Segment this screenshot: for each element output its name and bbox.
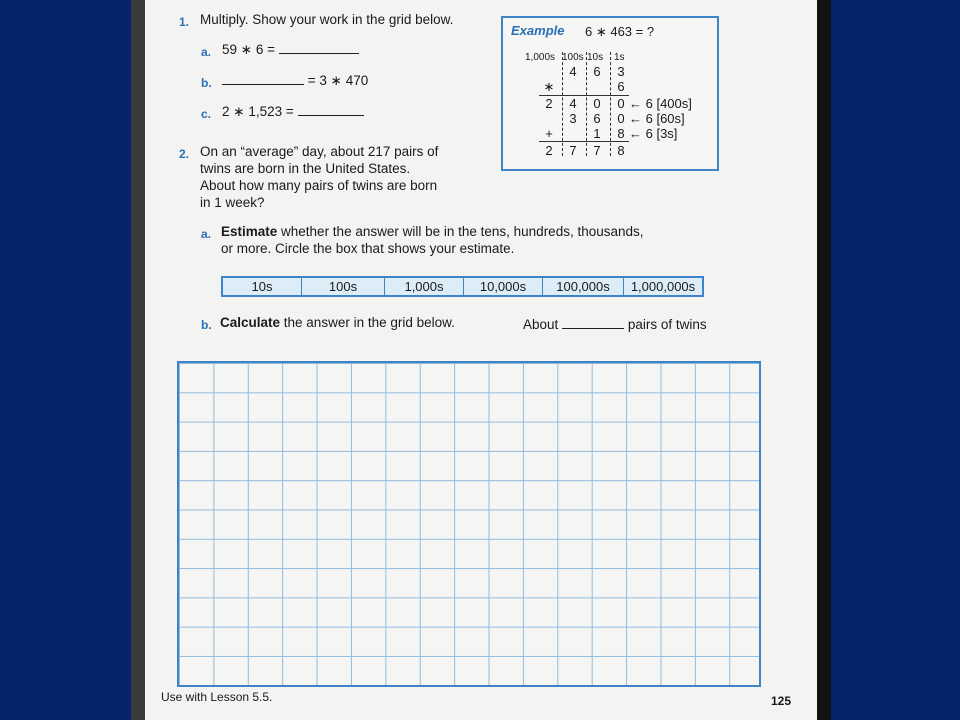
example-digit: 0 <box>617 96 625 111</box>
page-number: 125 <box>771 694 792 708</box>
q2a-line-1-rest: whether the answer will be in the tens, hundreds, thousands, <box>277 224 644 239</box>
q1b-text <box>222 72 368 89</box>
example-digit: 8 <box>617 143 625 158</box>
example-digit: 2 <box>545 143 553 158</box>
example-times-sign: ∗ <box>543 79 555 94</box>
example-box <box>501 16 719 171</box>
q2-line-4: in 1 week? <box>200 195 265 210</box>
example-digit: 2 <box>545 96 553 111</box>
example-header-thousands: 1,000s <box>525 52 556 63</box>
estimate-choices <box>221 276 704 297</box>
q2a-keyword: Estimate <box>221 224 278 239</box>
example-title: Example <box>511 23 565 38</box>
q2a-line-2: or more. Circle the box that shows your estimate. <box>221 241 515 256</box>
q1b-answer-blank[interactable] <box>222 72 304 85</box>
q2b-pairs-label: pairs of twins <box>627 317 707 332</box>
q1b-expression: = 3 ∗ 470 <box>307 73 369 88</box>
example-header-tens: 10s <box>587 52 604 63</box>
example-digit: 1 <box>593 126 601 141</box>
example-digit: 7 <box>569 143 577 158</box>
q2b-keyword: Calculate <box>220 315 281 330</box>
q2b-text-rest: the answer in the grid below. <box>280 315 455 330</box>
q2b-answer-blank[interactable] <box>562 316 624 329</box>
example-note-3s: ← 6 [3s] <box>629 126 678 141</box>
q1c-label: c. <box>201 107 212 121</box>
example-problem: 6 ∗ 463 = ? <box>585 24 655 39</box>
example-digit: 6 <box>617 79 625 94</box>
q2-line-1: On an “average” day, about 217 pairs of <box>200 144 439 159</box>
book-spine-shadow <box>131 0 145 720</box>
q2b-answer <box>523 316 707 333</box>
q2b-text <box>220 314 455 331</box>
q1c-text <box>222 103 364 120</box>
workbook-page <box>145 0 817 720</box>
q1b-label: b. <box>201 76 212 90</box>
example-rule-line <box>539 141 629 142</box>
q1a-label: a. <box>201 45 212 59</box>
page-edge-shadow <box>817 0 831 720</box>
estimate-box-1000000s[interactable]: 1,000,000s <box>630 279 696 294</box>
example-digit: 8 <box>617 126 625 141</box>
q1a-answer-blank[interactable] <box>279 41 359 54</box>
estimate-box-10000s[interactable]: 10,000s <box>464 278 543 295</box>
q1c-answer-blank[interactable] <box>298 103 364 116</box>
work-grid[interactable] <box>177 361 761 687</box>
example-digit: 3 <box>569 111 577 126</box>
example-digit: 3 <box>617 64 625 79</box>
example-digit: 6 <box>593 111 601 126</box>
estimate-box-10s[interactable]: 10s <box>223 278 302 295</box>
example-digit: 4 <box>569 64 577 79</box>
q2a-label: a. <box>201 227 212 241</box>
estimate-box-100000s[interactable]: 100,000s <box>543 278 624 295</box>
example-plus-sign: + <box>545 126 553 141</box>
q2-number: 2. <box>179 147 190 161</box>
example-digit: 7 <box>593 143 601 158</box>
q1c-expression: 2 ∗ 1,523 = <box>222 104 294 119</box>
estimate-box-1000s[interactable]: 1,000s <box>385 278 464 295</box>
example-digit: 6 <box>593 64 601 79</box>
example-header-hundreds: 100s <box>562 52 584 63</box>
q2b-label: b. <box>201 318 212 332</box>
lesson-reference: Use with Lesson 5.5. <box>161 690 273 704</box>
q2-line-2: twins are born in the United States. <box>200 161 411 176</box>
q1-number: 1. <box>179 15 190 29</box>
estimate-box-100s[interactable]: 100s <box>302 278 385 295</box>
q1a-text <box>222 41 359 58</box>
example-header-ones: 1s <box>614 52 625 63</box>
q1-prompt: Multiply. Show your work in the grid below. <box>200 12 454 27</box>
q1a-expression: 59 ∗ 6 = <box>222 42 275 57</box>
q2a-line-1 <box>221 223 644 240</box>
example-digit: 0 <box>617 111 625 126</box>
example-digit: 4 <box>569 96 577 111</box>
example-note-60s: ← 6 [60s] <box>629 111 685 126</box>
q2b-about-label: About <box>523 317 559 332</box>
example-note-400s: ← 6 [400s] <box>629 96 692 111</box>
q2-line-3: About how many pairs of twins are born <box>200 178 438 193</box>
example-digit: 0 <box>593 96 601 111</box>
